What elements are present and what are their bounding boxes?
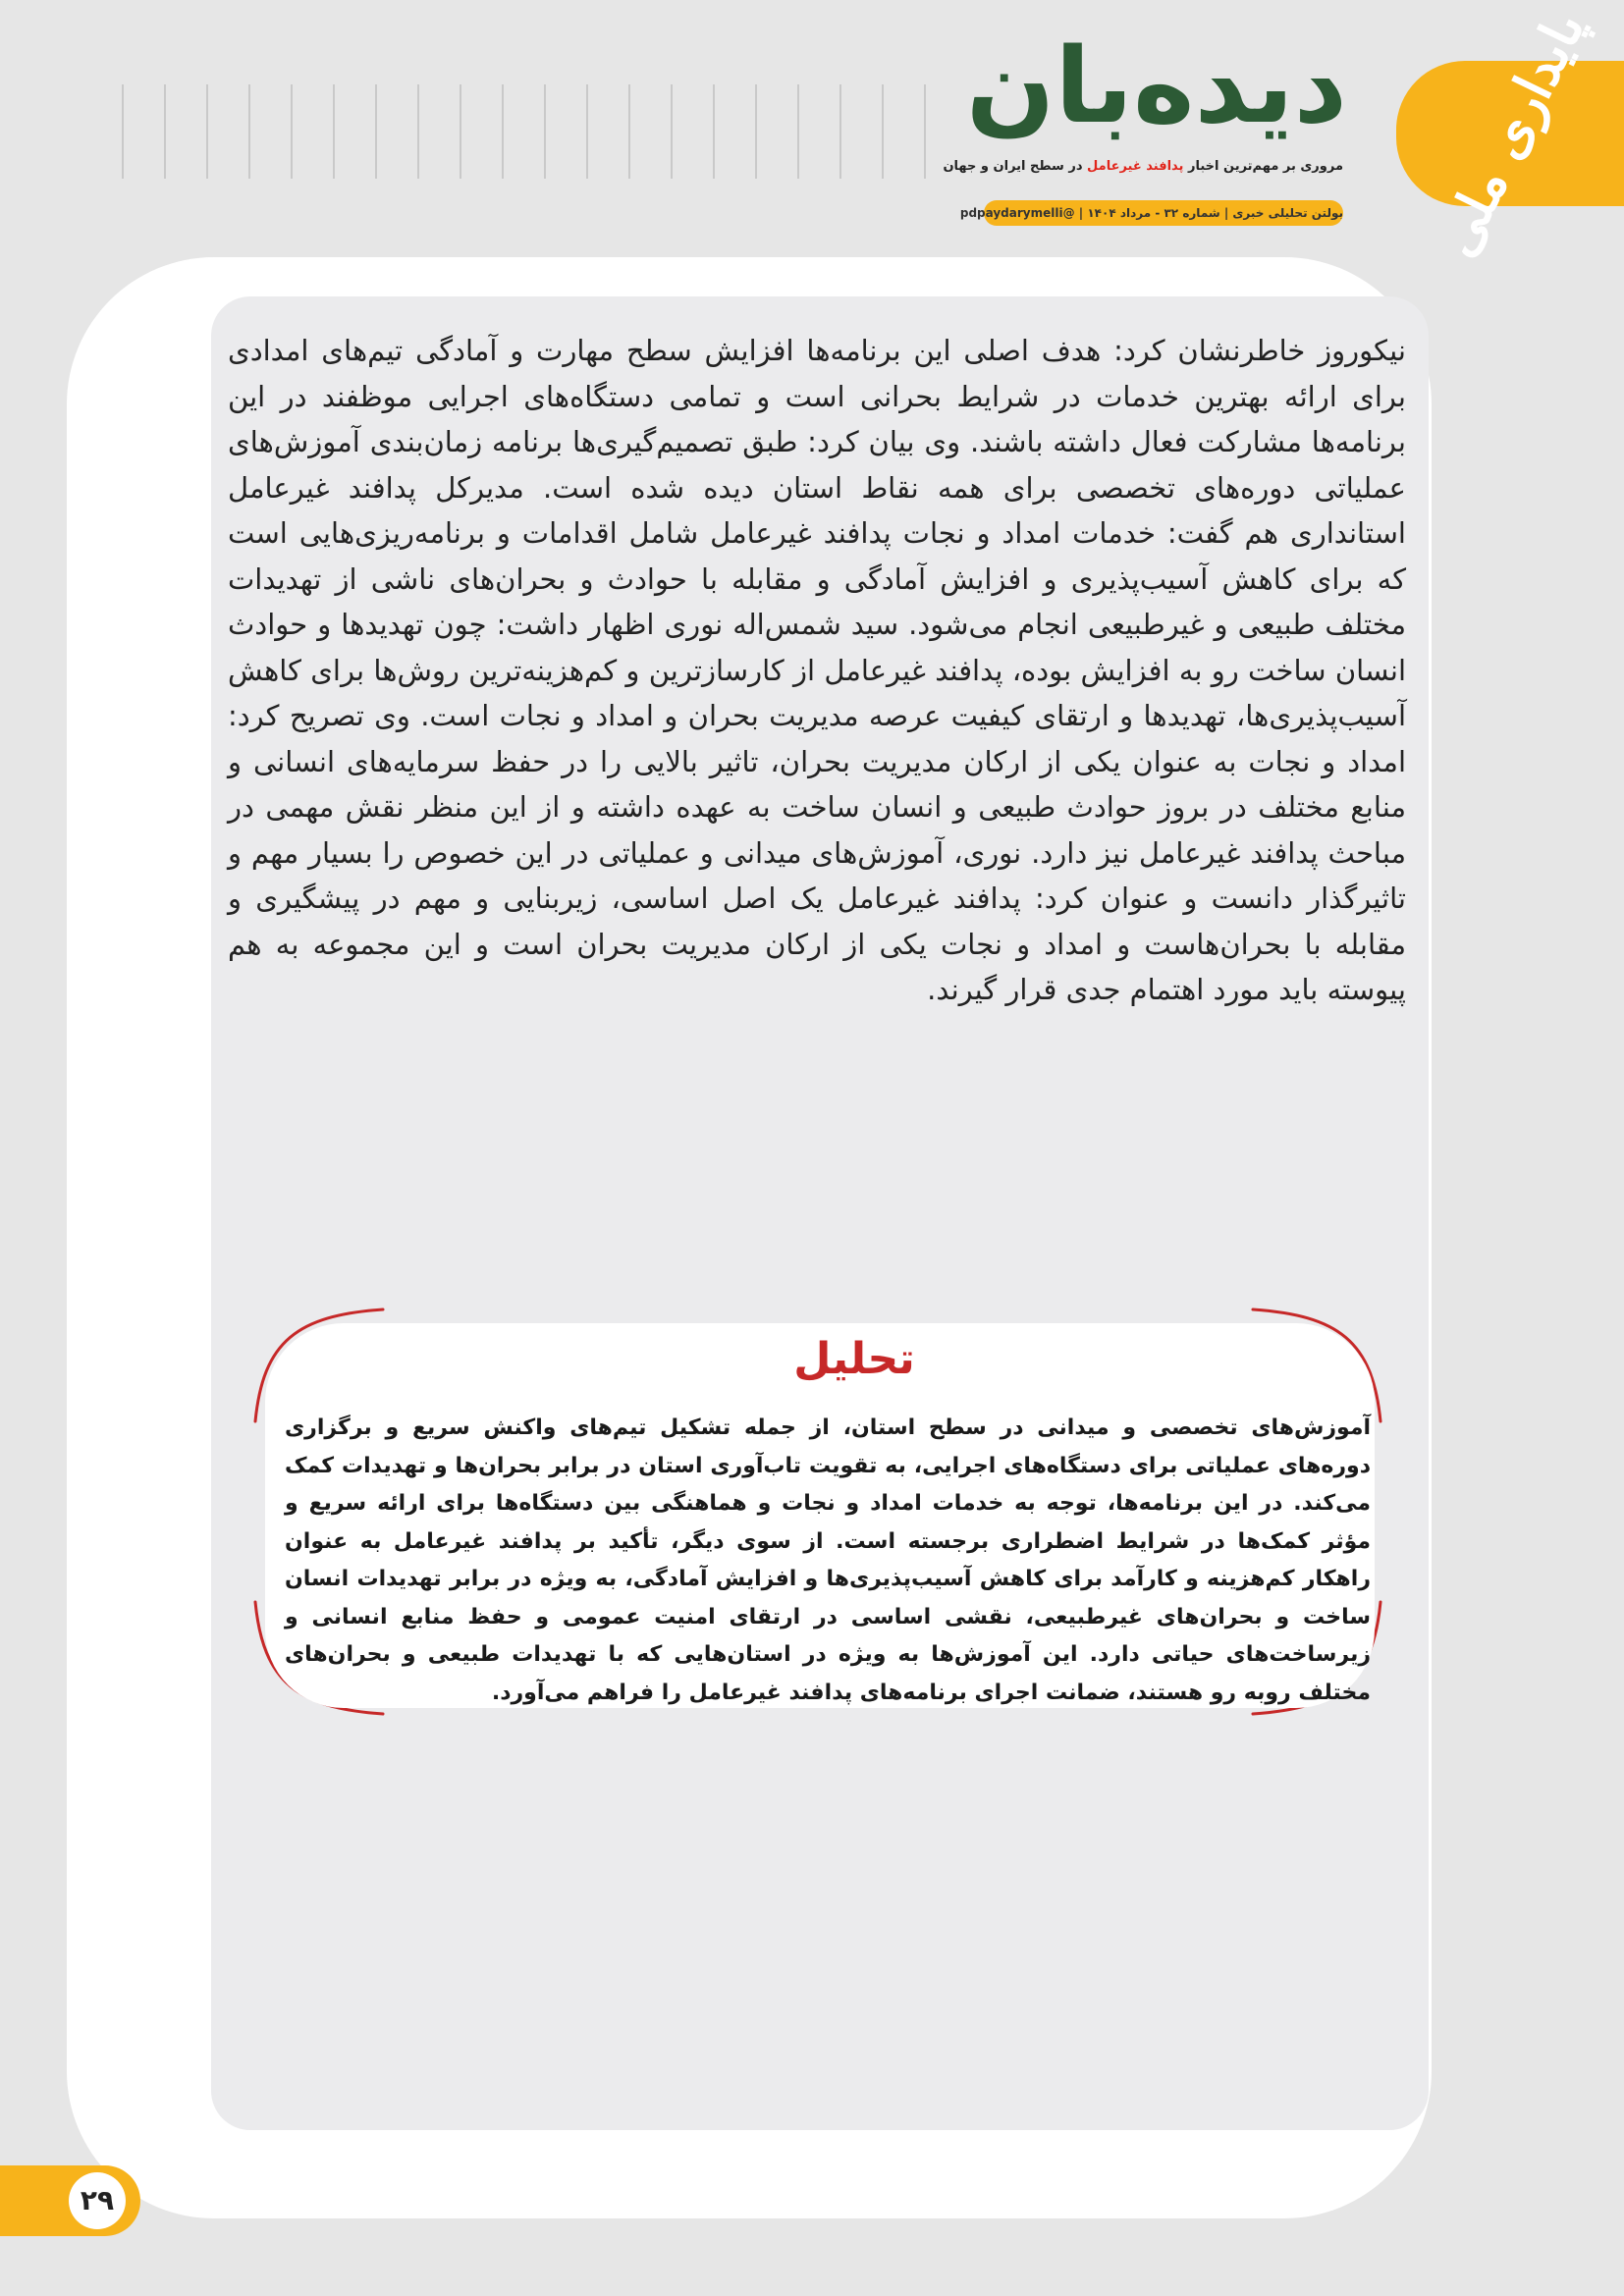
article-body: نیکوروز خاطرنشان کرد: هدف اصلی این برنامه‌ها افزایش سطح مهارت و آمادگی تیم‌های امدادی برای ارائه بهترین خدمات در شرایط بحرانی است و تمامی دستگاه‌های اجرایی موظفند در این برنامه‌ها مشارکت فعال داشته باشند. وی بیان کرد: طبق تصمیم‌گیری‌ها برنامه زمان‌بندی آموزش‌های عملیاتی دوره‌های تخصصی برای همه نقاط استان دیده شده است. مدیرکل پدافند غیرعامل استانداری هم گفت: خدمات امداد و نجات پدافند غیرعامل شامل اقدامات و برنامه‌ریزی‌هایی است که برای کاهش آسیب‌پذیری و افزایش آمادگی و مقابله با حوادث و بحران‌های ناشی از تهدیدات مختلف طبیعی و غیرطبیعی انجام می‌شود. سید شمس‌اله نوری اظهار داشت: چون تهدیدها و حوادث انسان ساخت رو به افزایش بوده، پدافند غیرعامل از کارسازترین و کم‌هزینه‌ترین روش‌ها برای کاهش آسیب‌پذیری‌ها، تهدیدها و ارتقای کیفیت عرصه مدیریت بحران و امداد و نجات است. وی تصریح کرد: امداد و نجات به عنوان یکی از ارکان مدیریت بحران، تاثیر بالایی را در حفظ سرمایه‌های انسانی و منابع مختلف در بروز حوادث طبیعی و انسان ساخت به عهده داشته و از این منظر نقش مهمی در مباحث پدافند غیرعامل نیز دارد. نوری، آموزش‌های میدانی و عملیاتی در این خصوص را بسیار مهم و تاثیرگذار دانست و عنوان کرد: پدافند غیرعامل یک اصل اساسی، زیربنایی و مهم در پیشگیری و مقابله با بحران‌هاست و امداد و نجات یکی از ارکان مدیریت بحران است و این مجموعه به هم پیوسته باید مورد اهتمام جدی قرار گیرند. — [228, 334, 1406, 1006]
issue-info-pill: بولتن تحلیلی خبری | شماره ۳۲ - مرداد ۱۴۰۴ | @pdpaydarymelli — [984, 200, 1343, 226]
masthead — [943, 20, 1347, 220]
publication-tagline — [943, 159, 1343, 174]
brand-badge — [1396, 1, 1624, 266]
tagline-accent: پدافند غیرعامل — [1087, 159, 1184, 174]
page-number: ۲۹ — [69, 2172, 126, 2229]
analysis-title: تحلیل — [793, 1334, 915, 1384]
decorative-stripes — [122, 84, 931, 179]
analysis-body: آموزش‌های تخصصی و میدانی در سطح استان، از جمله تشکیل تیم‌های واکنش سریع و برگزاری دوره‌های عملیاتی برای دستگاه‌های اجرایی، به تقویت تاب‌آوری استان در برابر بحران‌ها و تهدیدات کمک می‌کند. در این برنامه‌ها، توجه به خدمات امداد و نجات و هماهنگی بین دستگاه‌ها برای ارائه سریع و مؤثر کمک‌ها در شرایط اضطراری برجسته است. از سوی دیگر، تأکید بر پدافند غیرعامل به عنوان راهکار کم‌هزینه و کارآمد برای کاهش آسیب‌پذیری‌ها و افزایش آمادگی، به ویژه در برابر تهدیدات انسان ساخت و بحران‌های غیرطبیعی، نقشی اساسی در ارتقای امنیت عمومی و حفظ منابع انسانی و زیرساخت‌های حیاتی دارد. این آموزش‌ها به ویژه در استان‌هایی که با تهدیدات طبیعی و بحران‌های مختلف روبه رو هستند، ضمانت اجرای برنامه‌های پدافند غیرعامل را فراهم می‌آورد. — [285, 1415, 1371, 1705]
brand-logo: پایداری ملی — [1424, 1, 1597, 266]
tagline-end: در سطح ایران و جهان — [943, 159, 1083, 174]
tagline-start: مروری بر مهم‌ترین اخبار — [1187, 159, 1343, 174]
publication-title: دیده‌بان — [965, 26, 1347, 146]
